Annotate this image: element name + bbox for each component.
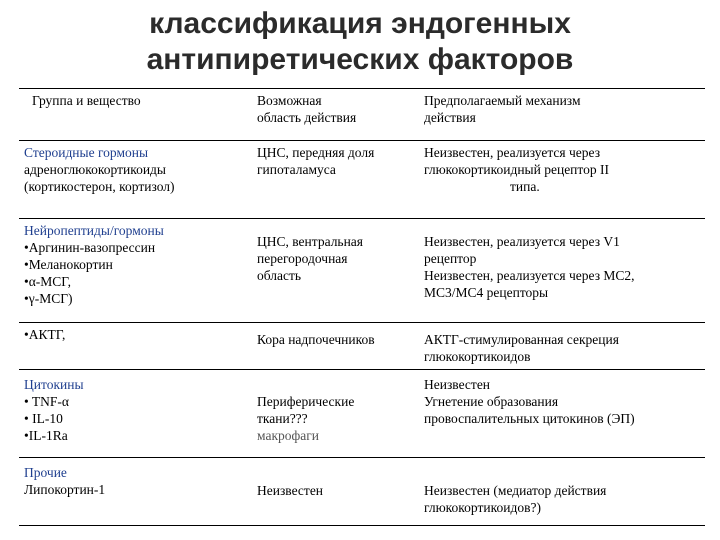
area-line: Кора надпочечников: [257, 332, 375, 347]
mechanism-cell: [419, 141, 705, 219]
mechanism-line: провоспалительных цитокинов (ЭП): [424, 411, 635, 426]
group-heading: Нейропептиды/гормоны: [24, 223, 164, 238]
area-line: ЦНС, передняя доля: [257, 145, 375, 160]
header-mechanism-line-2: действия: [424, 110, 476, 125]
table-header-row: [19, 89, 705, 141]
header-area: [252, 89, 419, 141]
group-item: Липокортин-1: [24, 482, 106, 497]
group-cell: [19, 219, 252, 323]
area-line: макрофаги: [257, 428, 320, 443]
group-item: •Аргинин-вазопрессин: [24, 240, 156, 255]
group-heading: Прочие: [24, 465, 67, 480]
group-cell: [19, 370, 252, 458]
area-line: Неизвестен: [257, 483, 324, 498]
area-cell: [252, 323, 419, 370]
area-line: ЦНС, вентральная: [257, 234, 364, 249]
mechanism-line: Неизвестен: [424, 377, 491, 392]
table-row: [19, 141, 705, 219]
mechanism-line: рецептор: [424, 251, 477, 266]
group-item: (кортикостерон, кортизол): [24, 179, 175, 194]
header-group: [19, 89, 252, 141]
mechanism-line: Неизвестен, реализуется через МС2,: [424, 268, 635, 283]
group-item: • TNF-α: [24, 394, 69, 409]
mechanism-line: типа.: [510, 179, 540, 194]
header-group-label: Группа и вещество: [32, 93, 141, 108]
group-item: •IL-1Ra: [24, 428, 68, 443]
group-item: •АКТГ,: [24, 327, 66, 342]
mechanism-line: Угнетение образования: [424, 394, 559, 409]
table-row: [19, 458, 705, 526]
area-line: область: [257, 268, 302, 283]
group-cell: [19, 141, 252, 219]
group-item: адреноглюкокортикоиды: [24, 162, 166, 177]
mechanism-line: Неизвестен (медиатор действия: [424, 483, 607, 498]
area-cell: [252, 370, 419, 458]
table-row: [19, 370, 705, 458]
group-item: •α-МСГ,: [24, 274, 71, 289]
mechanism-line: глюкокортикоидный рецептор II: [424, 162, 609, 177]
mechanism-cell: [419, 323, 705, 370]
mechanism-cell: [419, 219, 705, 323]
group-item: • IL-10: [24, 411, 63, 426]
area-line: Периферические: [257, 394, 355, 409]
mechanism-line: Неизвестен, реализуется через V1: [424, 234, 620, 249]
group-heading: Цитокины: [24, 377, 84, 392]
header-area-line-2: область действия: [257, 110, 357, 125]
mechanism-cell: [419, 458, 705, 526]
slide-title: [0, 6, 720, 78]
area-cell: [252, 458, 419, 526]
header-area-line-1: Возможная: [257, 93, 322, 108]
area-line: гипоталамуса: [257, 162, 336, 177]
title-line-1: классификация эндогенных: [149, 7, 571, 40]
mechanism-cell: [419, 370, 705, 458]
header-mechanism-line-1: Предполагаемый механизм: [424, 93, 581, 108]
mechanism-line: Неизвестен, реализуется через: [424, 145, 601, 160]
area-line: ткани???: [257, 411, 308, 426]
mechanism-line: АКТГ-стимулированная секреция: [424, 332, 619, 347]
table-row: [19, 323, 705, 370]
area-cell: [252, 219, 419, 323]
table-row: [19, 219, 705, 323]
mechanism-line: глюкокортикоидов: [424, 349, 531, 364]
header-mechanism: [419, 89, 705, 141]
area-line: перегородочная: [257, 251, 348, 266]
group-item: •γ-МСГ): [24, 291, 73, 306]
area-cell: [252, 141, 419, 219]
title-line-2: антипиретических факторов: [146, 43, 574, 76]
group-heading: Стероидные гормоны: [24, 145, 149, 160]
mechanism-line: глюкокортикоидов?): [424, 500, 541, 515]
group-cell: [19, 458, 252, 526]
group-cell: [19, 323, 252, 370]
group-item: •Меланокортин: [24, 257, 113, 272]
classification-table: [19, 88, 705, 526]
mechanism-line: МС3/МС4 рецепторы: [424, 285, 549, 300]
